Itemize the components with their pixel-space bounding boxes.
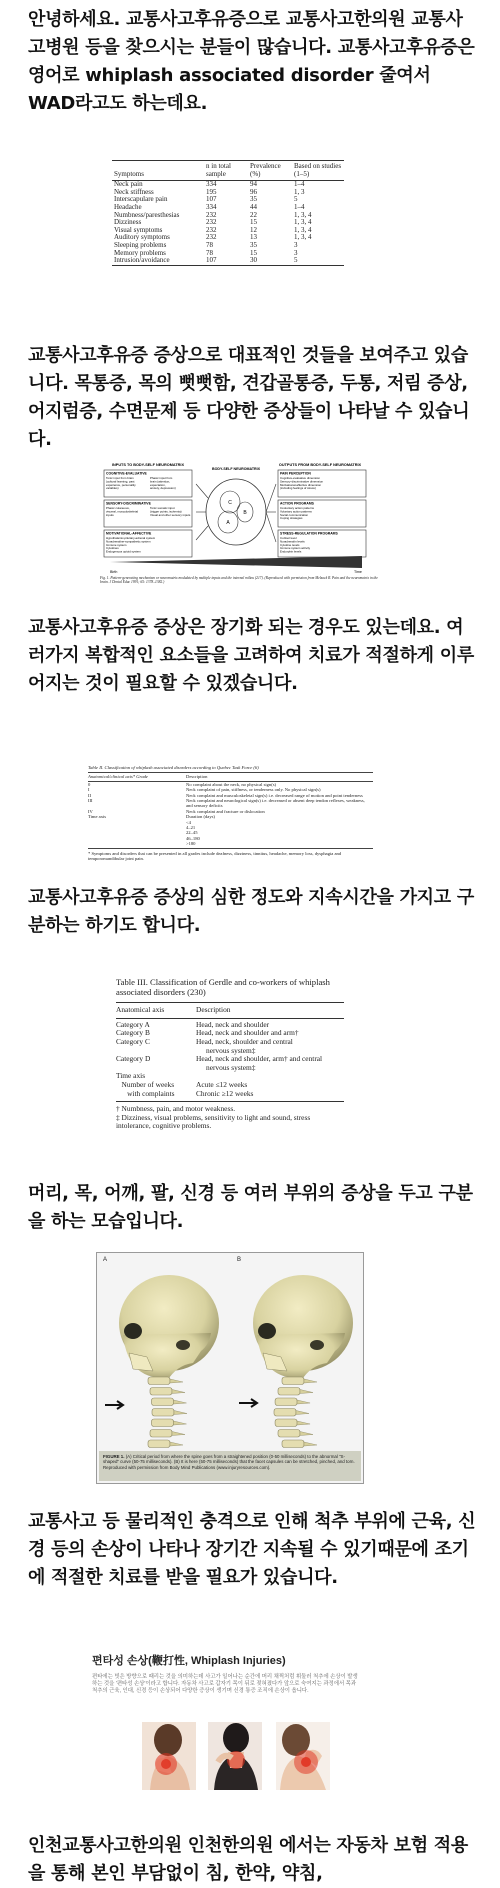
diagram-arrows (196, 484, 276, 542)
neck-pain-photo-1 (142, 1722, 196, 1790)
table-row (88, 841, 373, 846)
gerdle-cell: Category A (116, 1019, 150, 1029)
t1-cell: 30 (250, 256, 257, 265)
region-text: 머리, 목, 어깨, 팔, 신경 등 여러 부위의 증상을 두고 구분을 하는 모습입니다. (28, 1183, 473, 1232)
t1-cell: Auditory symptoms (114, 233, 170, 242)
qtf-cell: >180 (186, 841, 196, 847)
input-box-line: (cultural learning, past (106, 479, 135, 484)
output-box-line: Cortisol level (280, 536, 297, 540)
clinic-text: 인천교통사고한의원 인천한의원 에서는 자동차 보험 적용을 통해 본인 부담없이 침, 한약, 약침, (28, 1835, 468, 1884)
vertebra (274, 1409, 296, 1417)
t1-cell: 3 (294, 240, 298, 249)
qtf-cell: Duration (days) (186, 814, 215, 820)
injury-title: 편타성 손상(鞭打性, Whiplash Injuries) (92, 1655, 286, 1667)
input-box-line: expectation, (150, 482, 166, 487)
qtf-cell: Neck complaint and musculoskeletal sign(s) i.e. decreased range of motion and point tenderness (186, 792, 363, 798)
spinous-process (170, 1379, 183, 1383)
t1-cell: Headache (114, 202, 142, 211)
output-box-line: Cognitive-evaluative dimension (280, 476, 321, 480)
input-box-line: Tonic somatic input (150, 506, 175, 510)
spinous-process (170, 1442, 183, 1446)
t1-cell: 15 (250, 218, 257, 227)
time-label: Time (354, 570, 362, 574)
vertebra (152, 1409, 174, 1417)
input-box-line: Tonic input from brain (106, 476, 134, 480)
table-row (112, 196, 344, 204)
output-box-line: Noradrenalin levels (280, 539, 305, 544)
gerdle-cell: Number of weeks (116, 1079, 175, 1089)
gerdle-caption (116, 978, 344, 997)
t1-cell: 1, 3, 4 (294, 210, 312, 219)
table-row (116, 1064, 344, 1073)
gerdle-cell: Acute ≤12 weeks (196, 1079, 248, 1089)
input-box-line: inputs (106, 512, 114, 517)
output-box-line: Immune system activity (280, 546, 311, 551)
t1-cell: 94 (250, 180, 257, 189)
output-box-line: Voluntary action patterns (280, 509, 312, 514)
diagram-left-header: INPUTS TO BODY-SELF NEUROMATRIX (111, 463, 185, 467)
t1-cell: 78 (206, 240, 213, 249)
t1-cell: 3 (294, 248, 298, 257)
region-paragraph (28, 1180, 476, 1236)
skull-caption (99, 1451, 361, 1481)
input-box-line: (trigger points, ischemia) (150, 509, 182, 514)
qtf-body (88, 782, 373, 847)
neck-pain-photo-2 (208, 1722, 262, 1790)
skull-illustration (97, 1253, 363, 1449)
gerdle-cell: nervous system‡ (206, 1062, 256, 1072)
intro-text: 안녕하세요. 교통사고후유증으로 교통사고한의원 교통사고병원 등을 찾으시는 분들이 많습니다. 교통사고후유증은 영어로 whiplash associated disorder 줄여서 WAD라고도 하는데요. (28, 9, 475, 114)
input-box-line: brain (attention, (150, 479, 171, 484)
t1-cell: Neck stiffness (114, 187, 154, 196)
diagram-caption: Fig. 1. Pattern-generating mechanism or neuromatrix modulated by multiple inputs and the internal milieu (217). (Reproduced with permission from Melzack R. Pain and the neuromatrix in the brain. J Dental Educ 1991; 65: 1378–1382.) (100, 576, 378, 585)
input-box-line: visceral, musculoskeletal (106, 509, 138, 514)
gerdle-footnote: ‡ Dizziness, visual problems, sensitivity to light and sound, stress intolerance, cognitive problems. (116, 1112, 311, 1131)
t1-cell: 195 (206, 187, 217, 196)
panel-a-label: A (103, 1257, 108, 1263)
spinous-process (297, 1421, 310, 1425)
qtf-cell: Neck complaint of pain, stiffness, or tenderness only. No physical sign(s) (186, 787, 321, 793)
gerdle-cell: Category D (116, 1054, 151, 1064)
t1-cell: 12 (250, 225, 257, 234)
output-box-line: Involuntary action patterns (280, 506, 314, 510)
t1-cell: 232 (206, 210, 217, 219)
t1-cell: 1–4 (294, 180, 305, 189)
cervical-spine-b (274, 1377, 317, 1448)
output-box-line: (including feelings of stress) (280, 486, 316, 491)
t1-cell: Visual symptoms (114, 225, 163, 234)
spinous-process (300, 1390, 313, 1394)
t1-cell: 1, 3, 4 (294, 218, 312, 227)
t1-cell: 96 (250, 187, 257, 196)
spinous-process (174, 1411, 187, 1415)
qtf-cell: <4 (186, 819, 191, 825)
vertebra (151, 1398, 173, 1406)
severity-paragraph (28, 884, 476, 940)
gerdle-cell: Head, neck and shoulder and arm† (196, 1028, 299, 1038)
severity-text: 교통사고후유증 증상의 심한 정도와 지속시간을 가지고 구분하는 하기도 합니다. (28, 887, 474, 936)
intro-paragraph (28, 6, 476, 118)
arrow-a-icon (105, 1401, 123, 1409)
table-row (112, 257, 344, 265)
vertebra (275, 1398, 297, 1406)
t1-cell: 107 (206, 195, 217, 204)
spinous-process (297, 1400, 310, 1404)
t1-cell: Dizziness (114, 218, 142, 227)
clinic-paragraph (28, 1832, 476, 1888)
output-box-line: Coping strategies (280, 516, 303, 521)
whiplash-skull-figure (96, 1252, 364, 1484)
table-row (116, 1090, 344, 1099)
qtf-cell (88, 841, 186, 846)
qtf-table (88, 765, 373, 862)
qtf-header-desc: Description (186, 774, 208, 780)
input-box-line: Immune system (106, 542, 127, 547)
t1-cell: Interscapulare pain (114, 195, 168, 204)
gerdle-footnotes (116, 1105, 344, 1131)
circle-label-c: C (228, 500, 232, 506)
arrow-b-icon (239, 1399, 257, 1407)
input-box-line: variables) (106, 486, 119, 491)
output-box-line: Motivational-affective dimension (280, 482, 322, 487)
t1-cell: Intrusion/avoidance (114, 256, 170, 265)
t1-cell: 107 (206, 256, 217, 265)
skull-a (119, 1275, 219, 1381)
qtf-cell: and sensory deficits (186, 803, 223, 809)
diagram-center-header: BODY-SELF NEUROMATRIX (211, 467, 261, 471)
spinous-process (172, 1390, 185, 1394)
spinous-process (172, 1432, 185, 1436)
vertebra (278, 1430, 300, 1438)
vertebra (148, 1377, 170, 1385)
gerdle-cell: Time axis (116, 1071, 146, 1081)
t1-header-symptoms: Symptoms (114, 169, 144, 178)
t1-cell: 1, 3 (294, 187, 305, 196)
gerdle-cell: Category B (116, 1028, 150, 1038)
gerdle-body (116, 1021, 344, 1098)
neck-pain-photo-3 (276, 1722, 330, 1790)
qtf-footnote: * Symptoms and disorders that can be presented in all grades include deafness, dizziness, tinnitus, headache, memory loss, dysphagia and temporomandibular joint pain. (88, 850, 342, 862)
input-box-line: Phasic cutaneous, (106, 506, 130, 510)
input-box-line: Visual and other sensory inputs (150, 512, 191, 517)
spinous-process (173, 1400, 186, 1404)
neuromatrix-diagram (96, 460, 378, 585)
skull-caption-text: (A) Critical period from where the spine goes from a straightened position (0-50 milliseconds) to the abnormal "S-shaped" curve (50-75 milliseconds). (B) It is here (50-75 milliseconds) that the facet capsules can be stretched, pinched, and torn. Reproduced with permission from Body Mind Publications (www.injuryresources.com). (103, 1454, 355, 1470)
input-box-title: MOTIVATIONAL-AFFECTIVE (106, 531, 152, 536)
output-box-line: Cytokine levels (280, 542, 300, 547)
t1-cell: 5 (294, 256, 298, 265)
spinous-process (304, 1379, 317, 1383)
output-box-line: Sensory-discriminative dimension (280, 479, 324, 484)
input-box-line: Endogenous opioid system (106, 549, 141, 554)
t1-cell: 13 (250, 233, 257, 242)
qtf-cell: Neck complaint and neurological sign(s) i.e. decreased or absent deep tendon reflexes, weakness, (186, 798, 365, 804)
t1-cell: Memory problems (114, 248, 166, 257)
panel-b-label: B (237, 1257, 242, 1263)
chronic-paragraph (28, 614, 476, 698)
treatment-text: 교통사고 등 물리적인 충격으로 인해 척추 부위에 근육, 신경 등의 손상이 나타나 장기간 지속될 수 있기때문에 조기에 적절한 치료를 받을 필요가 있습니다. (28, 1511, 476, 1588)
t1-cell: 35 (250, 240, 257, 249)
input-box-line: anxiety, depression) (150, 486, 176, 491)
qtf-cell: II (88, 792, 92, 798)
t1-cell: 232 (206, 233, 217, 242)
spinous-process (304, 1442, 317, 1446)
qtf-cell: IV (88, 808, 93, 814)
t1-cell: 334 (206, 180, 217, 189)
t1-cell: 334 (206, 202, 217, 211)
input-box-line: Hypothalamic-pituitary-adrenal system (106, 536, 156, 540)
skull-b (253, 1275, 353, 1381)
spinous-process (296, 1411, 309, 1415)
symptoms-paragraph (28, 342, 476, 454)
t1-cell: 78 (206, 248, 213, 257)
input-box-line: Cytokines (106, 546, 119, 551)
t1-cell: 232 (206, 225, 217, 234)
gerdle-cell: Head, neck, shoulder and central (196, 1036, 293, 1046)
gerdle-cell: Category C (116, 1036, 150, 1046)
t1-cell: Numbness/paresthesias (114, 210, 180, 219)
t1-cell: 232 (206, 218, 217, 227)
output-box-line: Social communication (280, 512, 309, 517)
gerdle-cell: Head, neck and shoulder (196, 1019, 270, 1029)
qtf-cell: 46–180 (186, 835, 200, 841)
t1-cell: Sleeping problems (114, 240, 167, 249)
t1-cell: Neck pain (114, 180, 143, 189)
skull-caption-bold: FIGURE 1. (103, 1454, 125, 1459)
injury-description: 편타에는 빗은 방향으로 때리는 것을 의미하는데 사고가 일어나는 순간에 머리 채찍처럼 휘둘러 척추에 손상이 발생하는 것을 '편타성 손상'이라고 합니다. 자동차 사고로 갑자기 목이 뒤로 젖혀졌다가 앞으로 숙여지는 과정에서 목과 척추의 근육, 인대, 신경 등이 손상되어 다양한 증상이 생기며 신경 통증 조직에 손상이 옵니다. (92, 1674, 358, 1694)
t1-header-n: n in total sample (206, 162, 231, 178)
qtf-cell: No complaint about the neck, no physical sign(s) (186, 781, 277, 787)
symptoms-table (112, 160, 344, 266)
output-box-title: ACTION PROGRAMS (280, 501, 314, 506)
output-box-title: STRESS-REGULATION PROGRAMS (280, 531, 338, 536)
gerdle-cell: nervous system‡ (206, 1045, 256, 1055)
time-birth-label: Birth (110, 570, 118, 574)
t1-header-studies: Based on studies (1–5) (294, 162, 342, 178)
diagram-right-header: OUTPUTS FROM BODY-SELF NEUROMATRIX (278, 463, 362, 467)
input-box-line: Noradrenaline-sympathetic system (106, 539, 151, 544)
qtf-cell: III (88, 798, 93, 804)
vertebra (151, 1419, 173, 1427)
chronic-text: 교통사고후유증 증상은 장기화 되는 경우도 있는데요. 여러가지 복합적인 요소들을 고려하여 치료가 적절하게 이루어지는 것이 필요할 수 있겠습니다. (28, 617, 474, 694)
qtf-header-axis: Anatomical/clinical axis* Grade (88, 774, 148, 780)
input-box-title: SENSORY-DISCRIMINATIVE (106, 501, 151, 506)
gerdle-header-row (116, 1003, 344, 1018)
qtf-cell: Time axis (88, 814, 107, 820)
spinous-process (173, 1421, 186, 1425)
vertebra (278, 1388, 300, 1396)
gerdle-caption-text: Table III. Classification of Gerdle and co-workers of whiplash associated disorders (230) (116, 977, 330, 997)
whiplash-injury-figure (92, 1652, 386, 1802)
neuromatrix-svg (96, 460, 376, 578)
time-wedge (110, 556, 362, 568)
qtf-header-row (88, 773, 373, 780)
qtf-cell: Neck complaint and fracture or dislocation (186, 808, 265, 814)
spinous-process (300, 1432, 313, 1436)
vertebra (282, 1377, 304, 1385)
gerdle-cell: Chronic ≥12 weeks (196, 1088, 254, 1098)
diagram-input-boxes (104, 470, 192, 557)
cervical-spine-a (148, 1377, 187, 1448)
circle-label-a: A (226, 520, 230, 526)
qtf-cell: 22–45 (186, 830, 198, 836)
neuromatrix-circle (206, 479, 266, 545)
vertebra (275, 1419, 297, 1427)
input-box-title: COGNITIVE-EVALUATIVE (106, 471, 147, 476)
output-box-line: Endorphin levels (280, 549, 302, 554)
t1-cell: 44 (250, 202, 257, 211)
gerdle-cell: Head, neck and shoulder, arm† and central (196, 1054, 323, 1064)
qtf-cell: I (88, 787, 90, 793)
t1-cell: 35 (250, 195, 257, 204)
input-box-line: Phasic input from (150, 476, 173, 480)
t1-cell: 15 (250, 248, 257, 257)
diagram-output-boxes (278, 470, 366, 557)
symptoms-text: 교통사고후유증 증상으로 대표적인 것들을 보여주고 있습니다. 목통증, 목의 뻣뻣함, 견갑골통증, 두통, 저림 증상, 어지럼증, 수면문제 등 다양한 증상들이 나타날 수 있습니다. (28, 345, 470, 450)
qtf-cell: 4–21 (186, 825, 196, 831)
t1-cell: 1, 3, 4 (294, 225, 312, 234)
treatment-paragraph (28, 1508, 476, 1592)
output-box-title: PAIN PERCEPTION (280, 471, 311, 476)
vertebra (148, 1440, 170, 1448)
qtf-caption: Table II. Classification of whiplash associated disorders according to Quebec Task Force (6) (88, 765, 259, 770)
input-box-line: experience, personality (106, 482, 136, 487)
gerdle-header-desc: Description (196, 1005, 231, 1015)
qtf-cell: 0 (88, 781, 91, 787)
t1-cell: 22 (250, 210, 257, 219)
circle-label-b: B (243, 510, 247, 516)
vertebra (150, 1430, 172, 1438)
t1-header-prevalence: Prevalence (%) (250, 162, 281, 178)
vertebra (150, 1388, 172, 1396)
t1-cell: 5 (294, 195, 298, 204)
gerdle-footnote: † Numbness, pain, and motor weakness. (116, 1104, 236, 1114)
t1-cell: 1, 3, 4 (294, 233, 312, 242)
gerdle-table (116, 978, 344, 1131)
gerdle-header-axis: Anatomical axis (116, 1005, 165, 1015)
t1-cell: 1–4 (294, 202, 305, 211)
vertebra (282, 1440, 304, 1448)
gerdle-cell: with complaints (116, 1088, 175, 1098)
